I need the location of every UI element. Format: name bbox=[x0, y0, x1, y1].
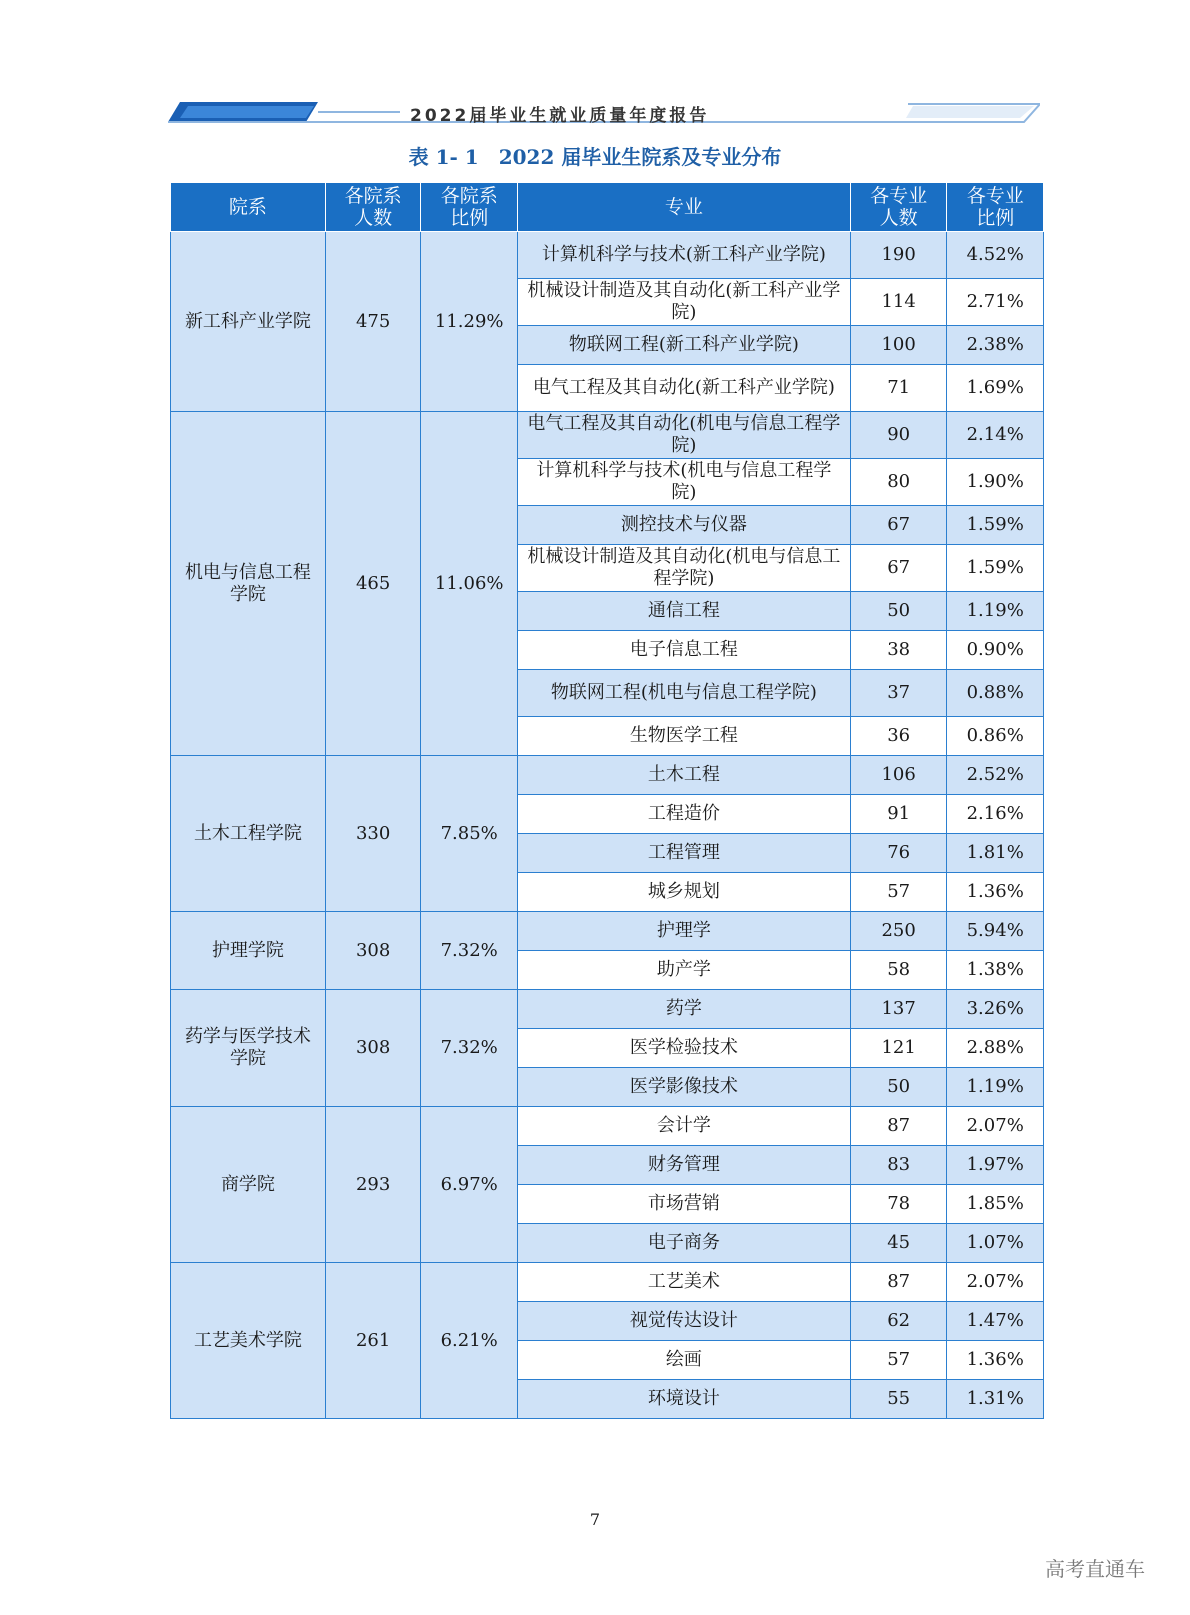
major-name: 财务管理 bbox=[517, 1146, 850, 1185]
table-row bbox=[171, 1107, 1044, 1146]
major-count: 83 bbox=[850, 1146, 947, 1185]
major-name: 市场营销 bbox=[517, 1185, 850, 1224]
major-count: 190 bbox=[850, 232, 947, 279]
major-name: 会计学 bbox=[517, 1107, 850, 1146]
major-ratio: 2.14% bbox=[947, 412, 1044, 459]
major-count: 57 bbox=[850, 1341, 947, 1380]
department-name: 商学院 bbox=[171, 1107, 326, 1263]
major-ratio: 1.47% bbox=[947, 1302, 1044, 1341]
major-name: 工程管理 bbox=[517, 834, 850, 873]
major-count: 137 bbox=[850, 990, 947, 1029]
major-count: 114 bbox=[850, 279, 947, 326]
major-ratio: 2.16% bbox=[947, 795, 1044, 834]
major-ratio: 4.52% bbox=[947, 232, 1044, 279]
major-ratio: 2.71% bbox=[947, 279, 1044, 326]
major-count: 67 bbox=[850, 545, 947, 592]
major-count: 55 bbox=[850, 1380, 947, 1419]
department-ratio: 11.06% bbox=[421, 412, 518, 756]
major-ratio: 5.94% bbox=[947, 912, 1044, 951]
major-ratio: 1.85% bbox=[947, 1185, 1044, 1224]
major-name: 助产学 bbox=[517, 951, 850, 990]
major-ratio: 1.19% bbox=[947, 592, 1044, 631]
major-count: 76 bbox=[850, 834, 947, 873]
header-major-ratio: 各专业 比例 bbox=[947, 183, 1044, 232]
major-count: 37 bbox=[850, 670, 947, 717]
department-name: 护理学院 bbox=[171, 912, 326, 990]
table-row bbox=[171, 990, 1044, 1029]
department-count: 261 bbox=[325, 1263, 421, 1419]
department-name: 机电与信息工程学院 bbox=[171, 412, 326, 756]
department-ratio: 6.97% bbox=[421, 1107, 518, 1263]
department-count: 465 bbox=[325, 412, 421, 756]
department-ratio: 7.85% bbox=[421, 756, 518, 912]
major-ratio: 1.81% bbox=[947, 834, 1044, 873]
table-row bbox=[171, 1263, 1044, 1302]
major-ratio: 2.52% bbox=[947, 756, 1044, 795]
department-ratio: 7.32% bbox=[421, 912, 518, 990]
department-name: 药学与医学技术学院 bbox=[171, 990, 326, 1107]
major-name: 工艺美术 bbox=[517, 1263, 850, 1302]
major-name: 工程造价 bbox=[517, 795, 850, 834]
major-name: 测控技术与仪器 bbox=[517, 506, 850, 545]
watermark: 高考直通车 bbox=[1045, 1557, 1145, 1581]
major-ratio: 2.07% bbox=[947, 1263, 1044, 1302]
major-count: 45 bbox=[850, 1224, 947, 1263]
major-distribution-table bbox=[170, 182, 1044, 1419]
major-ratio: 3.26% bbox=[947, 990, 1044, 1029]
major-ratio: 1.69% bbox=[947, 365, 1044, 412]
department-count: 293 bbox=[325, 1107, 421, 1263]
major-name: 机械设计制造及其自动化(机电与信息工程学院) bbox=[517, 545, 850, 592]
major-ratio: 1.97% bbox=[947, 1146, 1044, 1185]
major-count: 87 bbox=[850, 1107, 947, 1146]
major-ratio: 0.90% bbox=[947, 631, 1044, 670]
major-name: 药学 bbox=[517, 990, 850, 1029]
major-ratio: 2.38% bbox=[947, 326, 1044, 365]
department-name: 工艺美术学院 bbox=[171, 1263, 326, 1419]
major-name: 计算机科学与技术(机电与信息工程学院) bbox=[517, 459, 850, 506]
major-name: 绘画 bbox=[517, 1341, 850, 1380]
major-count: 100 bbox=[850, 326, 947, 365]
major-count: 87 bbox=[850, 1263, 947, 1302]
major-count: 250 bbox=[850, 912, 947, 951]
major-count: 38 bbox=[850, 631, 947, 670]
major-name: 环境设计 bbox=[517, 1380, 850, 1419]
major-name: 护理学 bbox=[517, 912, 850, 951]
major-ratio: 2.07% bbox=[947, 1107, 1044, 1146]
department-ratio: 6.21% bbox=[421, 1263, 518, 1419]
major-name: 视觉传达设计 bbox=[517, 1302, 850, 1341]
major-count: 121 bbox=[850, 1029, 947, 1068]
major-ratio: 1.36% bbox=[947, 1341, 1044, 1380]
major-count: 71 bbox=[850, 365, 947, 412]
major-name: 通信工程 bbox=[517, 592, 850, 631]
major-name: 医学检验技术 bbox=[517, 1029, 850, 1068]
major-name: 电子商务 bbox=[517, 1224, 850, 1263]
report-header-title: 2022届毕业生就业质量年度报告 bbox=[410, 106, 710, 126]
header-department: 院系 bbox=[171, 183, 326, 232]
department-count: 330 bbox=[325, 756, 421, 912]
department-name: 新工科产业学院 bbox=[171, 232, 326, 412]
major-count: 106 bbox=[850, 756, 947, 795]
major-name: 计算机科学与技术(新工科产业学院) bbox=[517, 232, 850, 279]
major-count: 50 bbox=[850, 592, 947, 631]
major-name: 城乡规划 bbox=[517, 873, 850, 912]
major-count: 80 bbox=[850, 459, 947, 506]
page-number: 7 bbox=[589, 1510, 601, 1529]
major-ratio: 1.07% bbox=[947, 1224, 1044, 1263]
major-ratio: 0.88% bbox=[947, 670, 1044, 717]
major-ratio: 1.19% bbox=[947, 1068, 1044, 1107]
header-major-count: 各专业 人数 bbox=[850, 183, 947, 232]
major-ratio: 1.90% bbox=[947, 459, 1044, 506]
department-name: 土木工程学院 bbox=[171, 756, 326, 912]
major-name: 土木工程 bbox=[517, 756, 850, 795]
major-count: 57 bbox=[850, 873, 947, 912]
major-ratio: 1.59% bbox=[947, 545, 1044, 592]
major-name: 物联网工程(机电与信息工程学院) bbox=[517, 670, 850, 717]
major-count: 50 bbox=[850, 1068, 947, 1107]
header-department-count: 各院系 人数 bbox=[325, 183, 421, 232]
major-count: 62 bbox=[850, 1302, 947, 1341]
major-ratio: 1.38% bbox=[947, 951, 1044, 990]
major-count: 67 bbox=[850, 506, 947, 545]
table-row bbox=[171, 232, 1044, 279]
header-department-ratio: 各院系 比例 bbox=[421, 183, 518, 232]
major-count: 78 bbox=[850, 1185, 947, 1224]
department-count: 308 bbox=[325, 912, 421, 990]
table-row bbox=[171, 756, 1044, 795]
major-ratio: 2.88% bbox=[947, 1029, 1044, 1068]
major-ratio: 0.86% bbox=[947, 717, 1044, 756]
major-name: 生物医学工程 bbox=[517, 717, 850, 756]
department-count: 308 bbox=[325, 990, 421, 1107]
department-ratio: 7.32% bbox=[421, 990, 518, 1107]
department-count: 475 bbox=[325, 232, 421, 412]
table-header-row bbox=[171, 183, 1044, 232]
major-ratio: 1.36% bbox=[947, 873, 1044, 912]
major-count: 58 bbox=[850, 951, 947, 990]
department-ratio: 11.29% bbox=[421, 232, 518, 412]
major-ratio: 1.59% bbox=[947, 506, 1044, 545]
major-count: 91 bbox=[850, 795, 947, 834]
major-name: 物联网工程(新工科产业学院) bbox=[517, 326, 850, 365]
table-row bbox=[171, 412, 1044, 459]
table-title: 表 1- 1 2022 届毕业生院系及专业分布 bbox=[408, 145, 782, 169]
major-name: 医学影像技术 bbox=[517, 1068, 850, 1107]
header-major: 专业 bbox=[517, 183, 850, 232]
major-name: 电子信息工程 bbox=[517, 631, 850, 670]
major-name: 机械设计制造及其自动化(新工科产业学院) bbox=[517, 279, 850, 326]
major-name: 电气工程及其自动化(机电与信息工程学院) bbox=[517, 412, 850, 459]
major-name: 电气工程及其自动化(新工科产业学院) bbox=[517, 365, 850, 412]
table-body bbox=[171, 232, 1044, 1419]
major-count: 36 bbox=[850, 717, 947, 756]
table-row bbox=[171, 912, 1044, 951]
major-ratio: 1.31% bbox=[947, 1380, 1044, 1419]
major-count: 90 bbox=[850, 412, 947, 459]
